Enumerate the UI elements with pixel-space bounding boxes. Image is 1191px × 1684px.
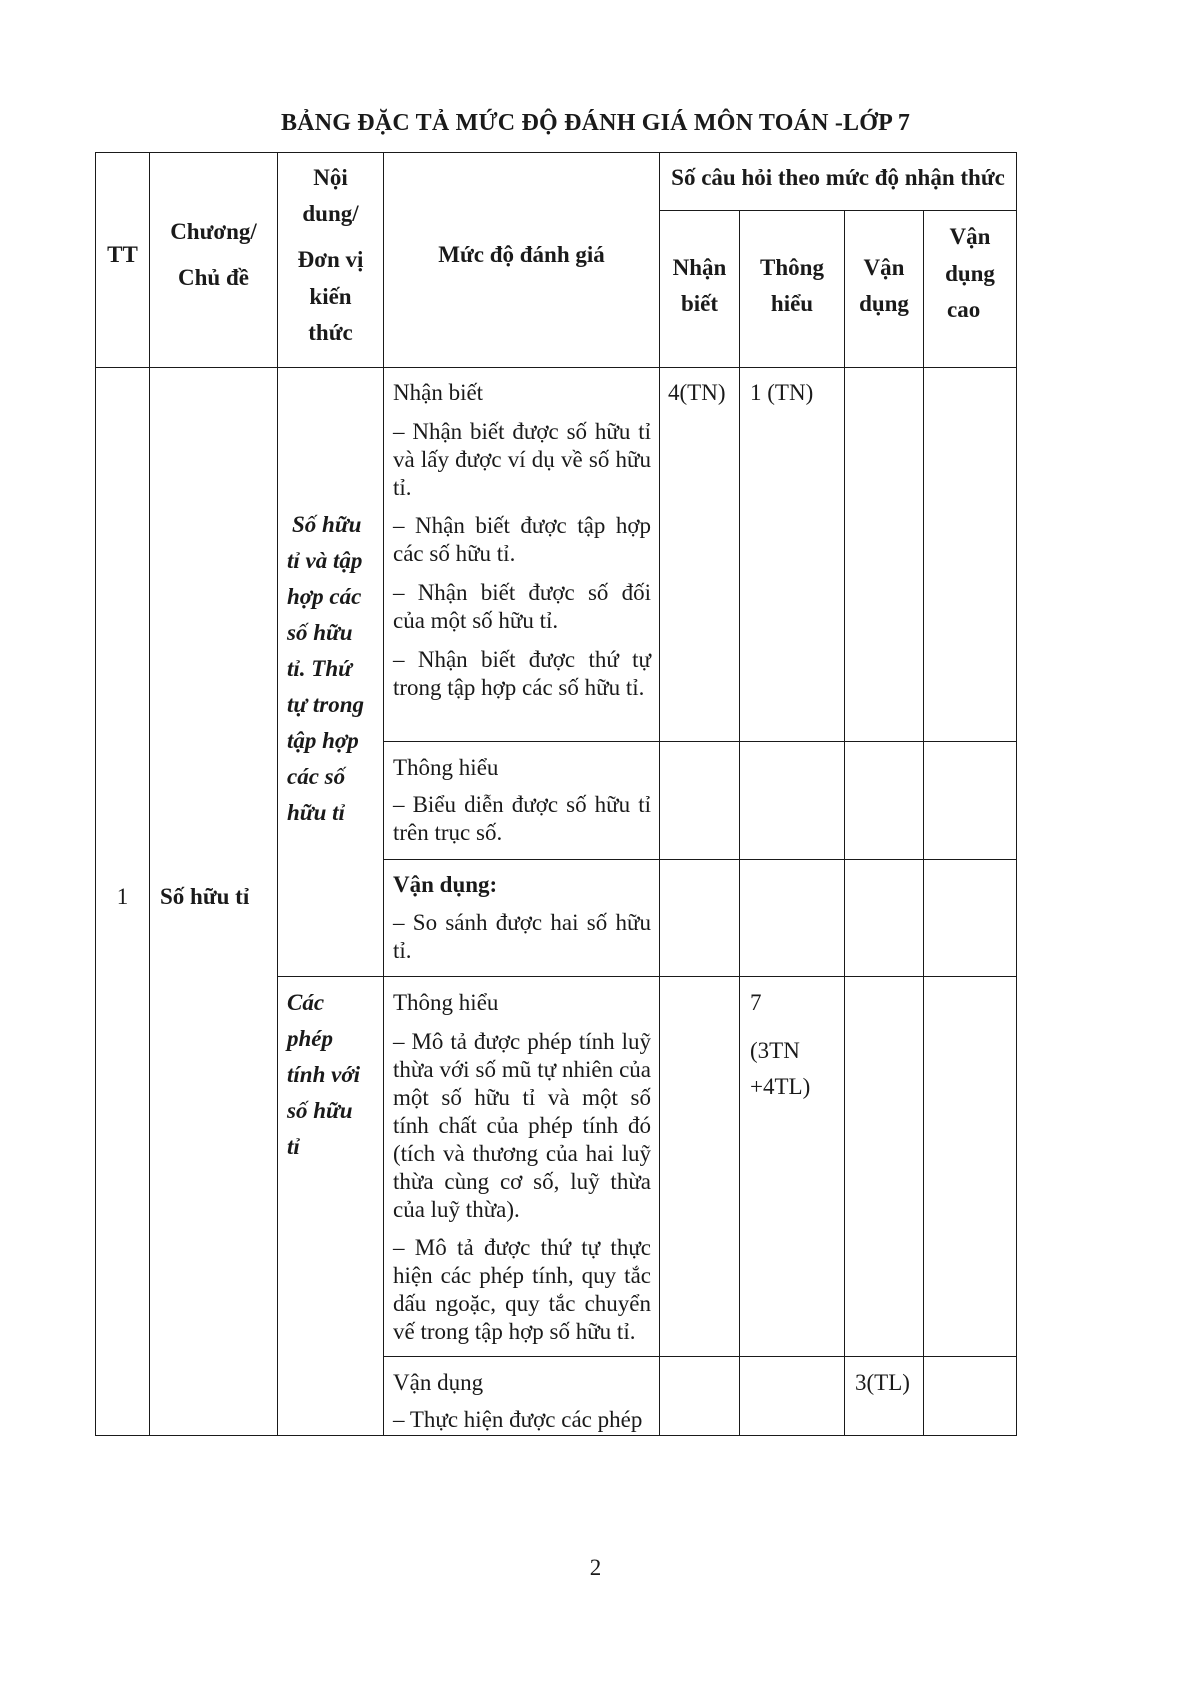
count-van-dung: 3(TL) — [855, 1370, 910, 1395]
header-mucdo: Mức độ đánh giá — [438, 242, 605, 267]
count-nhan-biet: 4(TN) — [668, 380, 726, 405]
header-tt: TT — [107, 242, 138, 267]
count-thong-hieu: 1 (TN) — [750, 380, 814, 405]
row-chuong: Số hữu tỉ — [160, 884, 250, 909]
count-thong-hieu-2: 7 — [750, 990, 762, 1015]
page-number: 2 — [589, 1555, 602, 1580]
header-socauhoi: Số câu hỏi theo mức độ nhận thức — [671, 165, 1005, 190]
page-title: BẢNG ĐẶC TẢ MỨC ĐỘ ĐÁNH GIÁ MÔN TOÁN -LỚP 7 — [280, 110, 911, 136]
row-tt: 1 — [116, 884, 129, 909]
